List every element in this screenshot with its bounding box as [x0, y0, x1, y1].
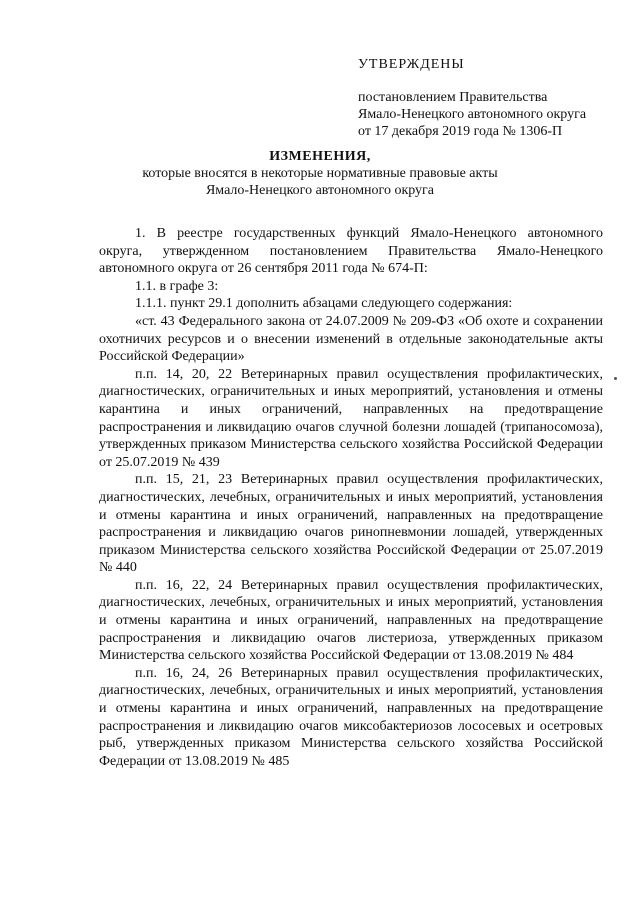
scan-speck — [614, 377, 617, 380]
paragraph-item-1-1: 1.1. в графе 3: — [135, 278, 219, 294]
document-body — [99, 225, 603, 770]
paragraph-vet-rules-439: п.п. 14, 20, 22 Ветеринарных правил осуществления профилактических, диагностических, ограничительных и иных мероприятий, установления и отмены карантина и иных ограничений, направленных на предотвращение распространения и ликвидацию очагов случной болезни лошадей (трипаносомоза), утвержденных приказом Министерства сельского хозяйства Российской Федерации от 25.07.2019 № 439 — [99, 366, 603, 470]
document-heading — [100, 148, 540, 199]
paragraph-vet-rules-484: п.п. 16, 22, 24 Ветеринарных правил осуществления профилактических, диагностических, лечебных, ограничительных и иных мероприятий, установления и отмены карантина и иных ограничений, направленных на предотвращение распространения и ликвидацию очагов листериоза, утвержденных приказом Министерства сельского хозяйства Российской Федерации от 13.08.2019 № 484 — [99, 577, 603, 664]
heading-subtitle: которые вносятся в некоторые нормативные правовые акты — [142, 166, 498, 181]
heading-title: ИЗМЕНЕНИЯ, — [269, 149, 371, 164]
paragraph-item-1-1-1: 1.1.1. пункт 29.1 дополнить абзацами следующего содержания: — [135, 296, 513, 312]
paragraph-item-1: 1. В реестре государственных функций Ямало-Ненецкого автономного округа, утвержденном постановлением Правительства Ямало-Ненецкого автономного округа от 26 сентября 2011 года № 674-П: — [99, 226, 603, 277]
paragraph-vet-rules-485: п.п. 16, 24, 26 Ветеринарных правил осуществления профилактических, диагностических, лечебных, ограничительных и иных мероприятий, установления и отмены карантина и иных ограничений, направленных на предотвращение распространения и ликвидацию очагов миксобактериозов лососевых и осетровых рыб, утвержденных приказом Министерства сельского хозяйства Российской Федерации от 13.08.2019 № 485 — [99, 665, 603, 769]
approval-line: от 17 декабря 2019 года № 1306-П — [358, 124, 563, 139]
approval-line: Ямало-Ненецкого автономного округа — [358, 107, 587, 122]
approval-block — [358, 56, 628, 140]
approval-title: УТВЕРЖДЕНЫ — [358, 57, 465, 72]
paragraph-vet-rules-440: п.п. 15, 21, 23 Ветеринарных правил осуществления профилактических, диагностических, лечебных, ограничительных и иных мероприятий, установления и отмены карантина и иных ограничений, направленных на предотвращение распространения и ликвидацию очагов ринопневмонии лошадей, утвержденных приказом Министерства сельского хозяйства Российской Федерации от 25.07.2019 № 440 — [99, 472, 603, 576]
paragraph-federal-law: «ст. 43 Федерального закона от 24.07.2009 № 209-ФЗ «Об охоте и сохранении охотничих ресурсов и о внесении изменений в отдельные законодательные акты Российской Федерации» — [99, 313, 603, 365]
approval-line: постановлением Правительства — [358, 90, 548, 105]
heading-subtitle: Ямало-Ненецкого автономного округа — [205, 183, 435, 198]
